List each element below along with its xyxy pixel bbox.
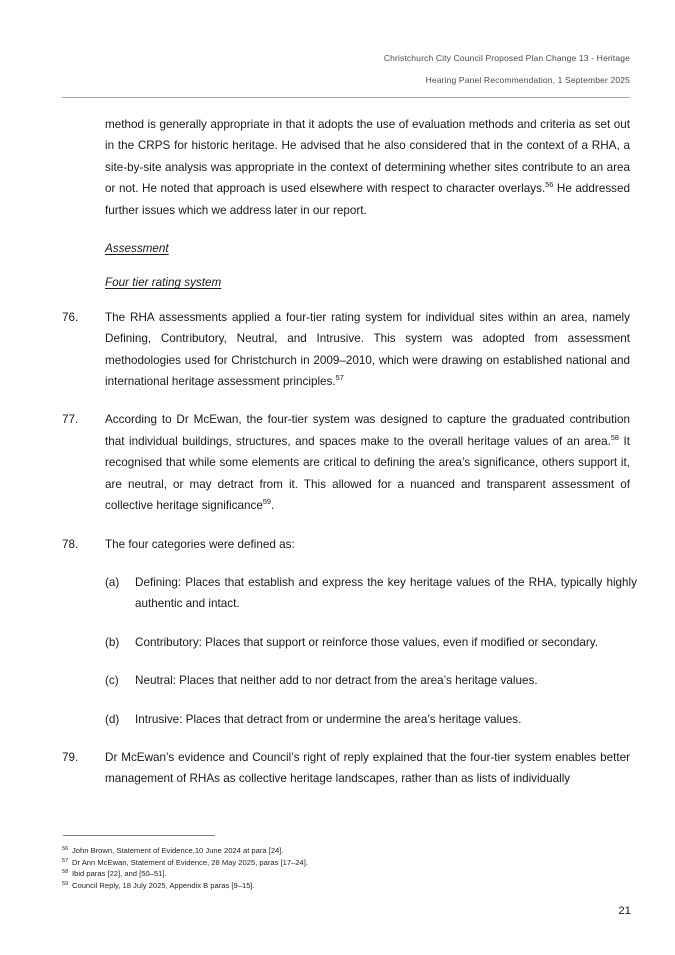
category-item-a [0,572,675,615]
footnote-58-mark: 58 [62,869,69,876]
category-item-b-text: Contributory: Places that support or reinforce those values, even if modified or secondary. [135,635,598,649]
category-item-b-letter: (b) [105,635,120,649]
header-title-line-1: Christchurch City Council Proposed Plan Change 13 - Heritage [383,53,630,63]
continuation-paragraph [105,114,630,221]
category-item-c-text: Neutral: Places that neither add to nor detract from the area’s heritage values. [135,674,538,688]
category-item-b [0,632,675,653]
footnote-59-mark: 59 [62,880,69,887]
header-title-line-2: Hearing Panel Recommendation, 1 September 2025 [425,75,630,85]
document-body [0,114,675,790]
footnote-57-text: Dr Ann McEwan, Statement of Evidence, 28 May 2025, paras [17–24]. [72,857,308,867]
paragraph-77-text-end: . [271,499,275,513]
paragraph-77-text: According to Dr McEwan, the four-tier system was designed to capture the graduated contribution that individual buildings, structures, and spaces make to the overall heritage values of an area. [105,413,630,448]
footnote-59 [62,880,622,892]
paragraph-78 [0,534,675,555]
footnote-list [62,845,622,891]
running-header [62,50,630,88]
header-divider [62,97,630,98]
footnote-56-text: John Brown, Statement of Evidence,10 June 2024 at para [24]. [72,846,284,855]
paragraph-79 [0,747,675,790]
footnote-ref-56: 56 [545,180,554,190]
continuation-paragraph-text: method is generally appropriate in that it adopts the use of evaluation methods and criteria as set out in the CRPS for historic heritage. He advised that he also considered that in the context of a RHA, a site-by-site analysis was appropriate in the context of determining whether sites contribute to an area or not. He noted that approach is used elsewhere with respect to character overlays. [105,118,630,196]
paragraph-78-text: The four categories were defined as: [105,537,295,551]
footnote-ref-59: 59 [262,497,271,507]
footnote-59-text: Council Reply, 18 July 2025, Appendix B paras [9–15]. [72,880,255,890]
footnote-58-text: Ibid paras [22], and [50–51]. [72,869,167,879]
paragraph-78-number: 78. [62,537,79,551]
footnote-57 [62,857,622,869]
footnote-56 [62,845,622,857]
continuation-paragraph-text-end: He addressed further issues which we address later in our report. [105,182,631,217]
page-number: 21 [618,905,631,917]
footnote-ref-57: 57 [335,373,344,383]
paragraph-79-text: Dr McEwan’s evidence and Council’s right of reply explained that the four-tier system enables better management of RHAs as collective heritage landscapes, rather than as lists of individually [105,750,630,786]
heading-assessment: Assessment [105,242,169,256]
footnote-57-mark: 57 [62,857,69,864]
category-item-c-letter: (c) [105,674,119,688]
category-item-c [0,670,675,691]
paragraph-77 [0,409,675,516]
category-item-d-text: Intrusive: Places that detract from or undermine the area’s heritage values. [135,712,522,726]
footnote-divider [63,835,215,836]
paragraph-77-number: 77. [62,413,79,427]
heading-four-tier-rating-system: Four tier rating system [105,276,222,290]
paragraph-76-number: 76. [62,310,79,324]
category-item-a-letter: (a) [105,575,120,589]
paragraph-79-number: 79. [62,750,79,764]
paragraph-76 [0,307,675,393]
paragraph-76-text: The RHA assessments applied a four-tier rating system for individual sites within an area, namely Defining, Contributory, Neutral, and Intrusive. This system was adopted from assessment methodologies used for Christchurch in 2009–2010, which were drawing on established national and international heritage assessment principles. [105,310,630,389]
category-item-d [0,709,675,730]
category-item-d-letter: (d) [105,712,120,726]
category-item-a-text: Defining: Places that establish and express the key heritage values of the RHA, typically highly authentic and intact. [135,575,637,611]
paragraph-77-text-mid: It recognised that while some elements are critical to defining the area’s significance, others support it, are neutral, or may detract from it. This allowed for a nuanced and transparent assessment of collective heritage significance [105,434,630,513]
footnote-56-mark: 56 [62,846,69,852]
footnote-58 [62,868,622,880]
footnote-ref-58: 58 [610,432,619,442]
